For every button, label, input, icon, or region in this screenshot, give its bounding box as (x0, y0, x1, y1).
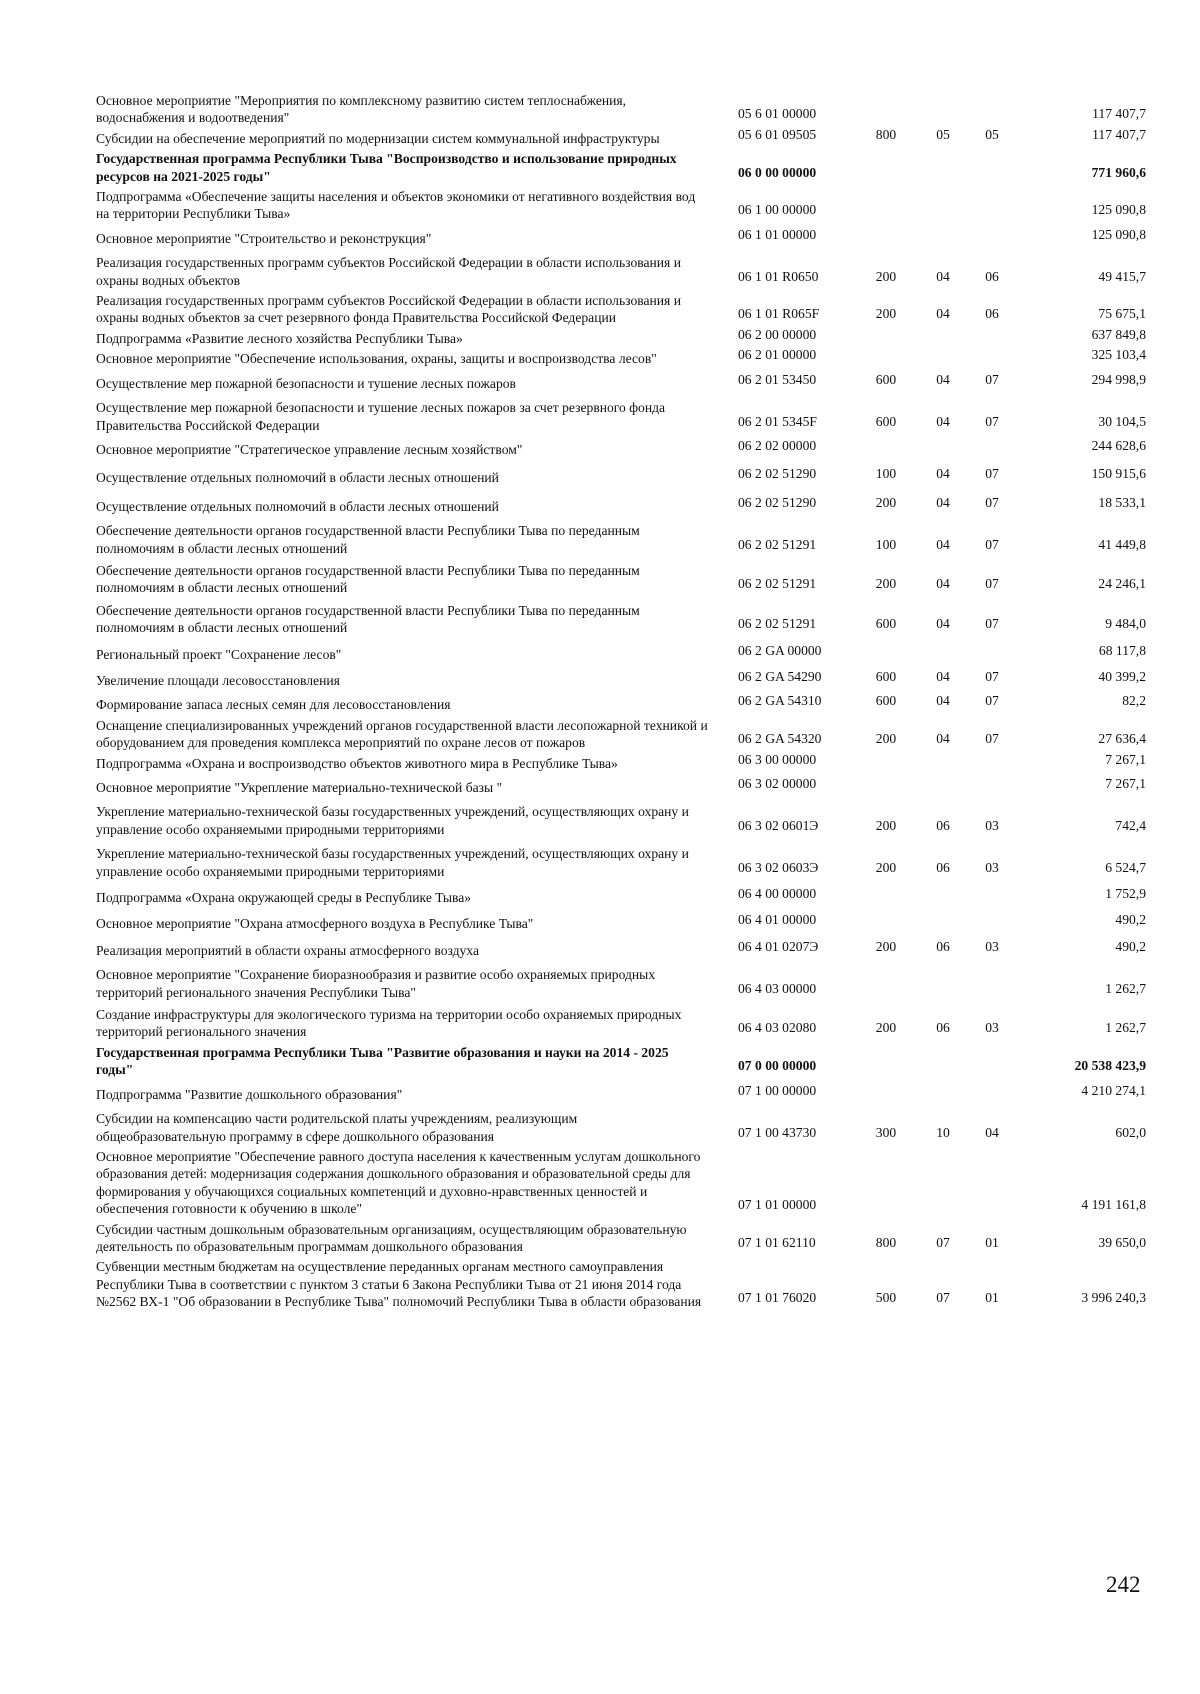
row-code: 07 1 01 00000 (738, 1197, 817, 1213)
row-code: 07 0 00 00000 (738, 1058, 817, 1074)
row-expense-type (866, 219, 906, 221)
row-code: 06 2 02 00000 (738, 437, 817, 453)
row-code: 06 2 02 51290 (738, 494, 817, 510)
row-expense-type: 600 (875, 371, 897, 387)
row-code: 06 2 01 5345F (738, 413, 817, 429)
row-section: 04 (936, 268, 950, 284)
row-code: 06 4 00 00000 (738, 886, 817, 902)
row-subsection: 07 (985, 693, 999, 709)
row-expense-type (866, 343, 906, 345)
row-name: Субвенции местным бюджетам на осуществление переданных органам местного самоуправления Республики Тыва в соответствии с пунктом 3 статьи 6 Закона Республики Тыва от 21 июня 2014 года №2562 ВХ-1 "Об образовании в Республике Тыва" полномочий Республики Тыва в области образования (96, 1259, 702, 1310)
row-expense-type (866, 929, 906, 931)
table-row (96, 1083, 1146, 1103)
row-subsection: 06 (985, 268, 999, 284)
row-expense-type: 200 (875, 268, 897, 284)
row-expense-type: 200 (875, 938, 897, 954)
row-expense-type: 500 (875, 1290, 897, 1306)
row-section: 06 (936, 938, 950, 954)
row-name: Осуществление мер пожарной безопасности и тушение лесных пожаров (96, 375, 516, 391)
row-subsection (972, 1075, 1012, 1077)
row-code: 06 0 00 00000 (738, 164, 817, 180)
table-row (96, 495, 1146, 515)
row-subsection: 07 (985, 536, 999, 552)
table-row (96, 599, 1146, 637)
row-code: 06 3 00 00000 (738, 751, 817, 767)
row-subsection (972, 768, 1012, 770)
row-subsection: 07 (985, 413, 999, 429)
row-amount: 3 996 240,3 (1081, 1290, 1146, 1306)
row-subsection (972, 343, 1012, 345)
row-section: 04 (936, 731, 950, 747)
table-row (96, 669, 1146, 689)
row-code: 07 1 00 00000 (738, 1082, 817, 1098)
table-row (96, 800, 1146, 838)
table-row (96, 886, 1146, 906)
row-section: 04 (936, 536, 950, 552)
row-subsection (972, 1099, 1012, 1101)
row-section (923, 997, 963, 999)
row-subsection: 07 (985, 466, 999, 482)
row-code: 06 2 GA 54320 (738, 731, 822, 747)
table-row (96, 1218, 1146, 1256)
row-code: 06 3 02 00000 (738, 776, 817, 791)
row-expense-type (866, 997, 906, 999)
row-section: 04 (936, 413, 950, 429)
row-subsection (972, 792, 1012, 794)
table-row (96, 776, 1146, 796)
row-subsection: 03 (985, 859, 999, 875)
row-amount: 117 407,7 (1092, 106, 1146, 122)
row-subsection: 01 (985, 1290, 999, 1306)
table-row (96, 347, 1146, 367)
row-expense-type: 200 (875, 494, 897, 510)
row-name: Формирование запаса лесных семян для лесовосстановления (96, 697, 451, 713)
row-section: 07 (936, 1234, 950, 1250)
row-expense-type: 800 (875, 1234, 897, 1250)
budget-table (96, 89, 1146, 1311)
row-code: 06 4 03 00000 (738, 980, 817, 996)
row-section: 10 (936, 1124, 950, 1140)
row-amount: 637 849,8 (1091, 326, 1146, 342)
row-expense-type: 200 (875, 576, 897, 592)
row-section (923, 219, 963, 221)
row-expense-type (866, 659, 906, 661)
row-name: Основное мероприятие "Охрана атмосферного воздуха в Республике Тыва" (96, 916, 534, 932)
row-name: Основное мероприятие "Стратегическое управление лесным хозяйством" (96, 441, 523, 457)
row-code: 07 1 01 76020 (738, 1290, 817, 1306)
row-code: 06 4 01 0207Э (738, 938, 819, 954)
row-amount: 6 524,7 (1105, 859, 1146, 875)
row-subsection (972, 1214, 1012, 1216)
row-subsection (972, 364, 1012, 366)
table-row (96, 714, 1146, 752)
row-section (923, 1075, 963, 1077)
row-section: 04 (936, 466, 950, 482)
row-section (923, 243, 963, 245)
row-code: 06 1 00 00000 (738, 202, 817, 218)
row-name: Основное мероприятие "Обеспечение использования, охраны, защиты и воспроизводства лесов" (96, 351, 657, 367)
table-row (96, 1107, 1146, 1145)
row-subsection: 05 (985, 126, 999, 142)
row-section: 04 (936, 371, 950, 387)
row-subsection: 07 (985, 668, 999, 684)
table-row (96, 89, 1146, 127)
row-expense-type (866, 454, 906, 456)
row-subsection: 07 (985, 576, 999, 592)
row-section: 06 (936, 817, 950, 833)
row-subsection: 07 (985, 616, 999, 632)
row-amount: 7 267,1 (1105, 751, 1146, 767)
row-code: 06 2 02 51291 (738, 616, 817, 632)
row-subsection: 03 (985, 1020, 999, 1036)
row-name: Осуществление отдельных полномочий в области лесных отношений (96, 470, 499, 486)
row-amount: 20 538 423,9 (1074, 1058, 1146, 1074)
row-code: 06 2 02 51291 (738, 536, 817, 552)
row-subsection (972, 997, 1012, 999)
row-name: Государственная программа Республики Тыва "Развитие образования и науки на 2014 - 2025 годы" (96, 1044, 669, 1078)
row-amount: 150 915,6 (1091, 466, 1146, 482)
row-subsection (972, 243, 1012, 245)
row-amount: 40 399,2 (1098, 668, 1146, 684)
row-code: 06 2 GA 54310 (738, 693, 822, 709)
row-name: Оснащение специализированных учреждений органов государственной власти лесопожарной техникой и оборудованием для проведения комплекса мероприятий по охране лесов от пожаров (96, 717, 708, 751)
row-code: 06 2 GA 00000 (738, 642, 822, 658)
table-row (96, 289, 1146, 327)
row-code: 07 1 00 43730 (738, 1124, 817, 1140)
row-section (923, 1214, 963, 1216)
row-name: Подпрограмма "Развитие дошкольного образования" (96, 1086, 403, 1102)
row-section (923, 123, 963, 125)
row-expense-type (866, 902, 906, 904)
row-section (923, 659, 963, 661)
row-code: 06 3 02 0603Э (738, 859, 819, 875)
row-expense-type: 100 (875, 536, 897, 552)
row-expense-type: 100 (875, 466, 897, 482)
table-row (96, 939, 1146, 959)
row-code: 06 1 01 R065F (738, 306, 820, 322)
row-name: Реализация государственных программ субъектов Российской Федерации в области использования и охраны водных объектов за счет резервного фонда Правительства Российской Федерации (96, 293, 681, 326)
row-name: Реализация государственных программ субъектов Российской Федерации в области использования и охраны водных объектов (96, 255, 681, 288)
row-name: Обеспечение деятельности органов государственной власти Республики Тыва по переданным полномочиям в области лесных отношений (96, 602, 640, 636)
row-amount: 1 262,7 (1105, 1020, 1146, 1036)
row-name: Укрепление материально-технической базы государственных учреждений, осуществляющих охрану и управление особо охраняемыми природными территориями (96, 846, 689, 879)
row-expense-type: 200 (875, 306, 897, 322)
row-code: 07 1 01 62110 (738, 1234, 816, 1250)
row-name: Обеспечение деятельности органов государственной власти Республики Тыва по переданным полномочиям в области лесных отношений (96, 562, 640, 596)
row-name: Обеспечение деятельности органов государственной власти Республики Тыва по переданным полномочиям в области лесных отношений (96, 523, 640, 556)
row-amount: 30 104,5 (1098, 413, 1146, 429)
table-row (96, 643, 1146, 663)
row-subsection (972, 454, 1012, 456)
table-row (96, 372, 1146, 392)
row-section: 05 (936, 126, 950, 142)
row-name: Основное мероприятие "Укрепление материально-технической базы " (96, 780, 503, 795)
row-amount: 294 998,9 (1091, 371, 1146, 387)
row-subsection (972, 181, 1012, 183)
row-name: Субсидии на обеспечение мероприятий по модернизации систем коммунальной инфраструктуры (96, 130, 660, 146)
row-subsection: 07 (985, 371, 999, 387)
row-expense-type: 600 (875, 616, 897, 632)
row-section: 04 (936, 576, 950, 592)
row-section: 04 (936, 668, 950, 684)
row-amount: 602,0 (1115, 1124, 1146, 1140)
row-subsection (972, 902, 1012, 904)
row-amount: 49 415,7 (1098, 268, 1146, 284)
row-expense-type: 300 (875, 1124, 897, 1140)
table-row (96, 1003, 1146, 1041)
row-section (923, 454, 963, 456)
row-expense-type (866, 181, 906, 183)
row-expense-type (866, 768, 906, 770)
row-expense-type (866, 123, 906, 125)
row-amount: 39 650,0 (1098, 1234, 1146, 1250)
row-expense-type (866, 243, 906, 245)
row-code: 06 1 01 R0650 (738, 268, 819, 284)
row-code: 06 2 02 51290 (738, 466, 817, 482)
row-name: Подпрограмма «Развитие лесного хозяйства Республики Тыва» (96, 330, 463, 346)
table-row (96, 251, 1146, 289)
row-name: Основное мероприятие "Строительство и реконструкция" (96, 230, 432, 246)
row-amount: 125 090,8 (1091, 226, 1146, 242)
row-amount: 1 262,7 (1105, 980, 1146, 996)
row-name: Осуществление отдельных полномочий в области лесных отношений (96, 498, 499, 514)
row-name: Осуществление мер пожарной безопасности и тушение лесных пожаров за счет резервного фонда Правительства Российской Федерации (96, 400, 666, 433)
row-code: 06 2 00 00000 (738, 326, 817, 342)
table-row (96, 693, 1146, 713)
row-subsection: 03 (985, 817, 999, 833)
table-row (96, 227, 1146, 247)
row-section: 06 (936, 859, 950, 875)
row-name: Реализация мероприятий в области охраны атмосферного воздуха (96, 942, 479, 958)
row-expense-type (866, 1075, 906, 1077)
row-amount: 27 636,4 (1098, 731, 1146, 747)
row-name: Субсидии на компенсацию части родительской платы учреждениям, реализующим общеобразовательную программу в сфере дошкольного образования (96, 1111, 578, 1144)
row-code: 06 2 01 53450 (738, 371, 817, 387)
row-code: 06 2 GA 54290 (738, 668, 822, 684)
row-name: Создание инфраструктуры для экологического туризма на территории особо охраняемых природных территорий регионального значения (96, 1007, 682, 1040)
row-section (923, 181, 963, 183)
row-amount: 82,2 (1122, 693, 1146, 709)
row-name: Государственная программа Республики Тыва "Воспроизводство и использование природных ресурсов на 2021-2025 годы" (96, 151, 677, 184)
table-row (96, 519, 1146, 557)
page-number: 242 (1106, 1572, 1141, 1597)
row-section (923, 929, 963, 931)
row-subsection: 01 (985, 1234, 999, 1250)
row-expense-type (866, 364, 906, 366)
row-section: 04 (936, 616, 950, 632)
row-name: Основное мероприятие "Обеспечение равного доступа населения к качественным услугам дошкольного образования детей: модернизация содержания дошкольного образования и образовательной среды для формирования у обучающихся социальных компетенций и духовно-нравственных ценностей и обеспечения готовности к обучению в школе" (96, 1148, 701, 1217)
table-row (96, 912, 1146, 932)
row-amount: 75 675,1 (1098, 306, 1146, 322)
row-expense-type: 600 (875, 693, 897, 709)
row-amount: 68 117,8 (1098, 642, 1146, 658)
row-code: 06 4 03 02080 (738, 1020, 817, 1036)
row-expense-type (866, 1214, 906, 1216)
table-row (96, 466, 1146, 486)
table-row (96, 396, 1146, 434)
row-section (923, 364, 963, 366)
row-name: Региональный проект "Сохранение лесов" (96, 646, 342, 662)
row-amount: 4 210 274,1 (1081, 1082, 1146, 1098)
row-name: Субсидии частным дошкольным образовательным организациям, осуществляющим образовательную деятельность по образовательным программам дошкольного образования (96, 1221, 687, 1254)
row-section: 04 (936, 306, 950, 322)
row-name: Подпрограмма «Обеспечение защиты населения и объектов экономики от негативного воздействия вод на территории Республики Тыва» (96, 189, 696, 222)
table-row (96, 559, 1146, 597)
row-name: Увеличение площади лесовосстановления (96, 672, 340, 688)
row-section: 04 (936, 494, 950, 510)
row-name: Основное мероприятие "Мероприятия по комплексному развитию систем теплоснабжения, водоснабжения и водоотведения" (96, 93, 627, 126)
row-name: Основное мероприятие "Сохранение биоразнообразия и развитие особо охраняемых природных территорий регионального значения Республики Тыва" (96, 967, 656, 1000)
row-expense-type: 600 (875, 668, 897, 684)
row-amount: 7 267,1 (1105, 776, 1146, 791)
table-row (96, 147, 1146, 185)
row-subsection: 04 (985, 1124, 999, 1140)
row-section (923, 343, 963, 345)
row-expense-type: 800 (875, 126, 897, 142)
table-row (96, 1145, 1146, 1218)
row-section (923, 902, 963, 904)
row-amount: 18 533,1 (1098, 494, 1146, 510)
row-expense-type (866, 1099, 906, 1101)
row-amount: 325 103,4 (1091, 347, 1146, 363)
row-amount: 4 191 161,8 (1081, 1197, 1146, 1213)
row-amount: 771 960,6 (1091, 164, 1146, 180)
row-amount: 117 407,7 (1092, 126, 1146, 142)
row-code: 05 6 01 09505 (738, 126, 817, 142)
row-expense-type: 200 (875, 817, 897, 833)
row-amount: 9 484,0 (1105, 616, 1146, 632)
row-subsection: 03 (985, 938, 999, 954)
row-amount: 41 449,8 (1098, 536, 1146, 552)
row-section (923, 1099, 963, 1101)
table-row (96, 963, 1146, 1001)
row-amount: 24 246,1 (1098, 576, 1146, 592)
table-row (96, 1255, 1146, 1310)
row-amount: 490,2 (1115, 938, 1146, 954)
row-code: 05 6 01 00000 (738, 106, 817, 122)
row-name: Подпрограмма «Охрана и воспроизводство объектов животного мира в Республике Тыва» (96, 755, 618, 771)
row-code: 06 1 01 00000 (738, 226, 817, 242)
row-amount: 490,2 (1115, 912, 1146, 928)
table-row (96, 185, 1146, 223)
row-expense-type: 200 (875, 859, 897, 875)
row-subsection: 06 (985, 306, 999, 322)
row-subsection (972, 929, 1012, 931)
row-subsection (972, 659, 1012, 661)
row-expense-type: 600 (875, 413, 897, 429)
row-code: 06 2 01 00000 (738, 347, 817, 363)
row-expense-type: 200 (875, 731, 897, 747)
row-code: 06 2 02 51291 (738, 576, 817, 592)
row-subsection (972, 219, 1012, 221)
row-name: Укрепление материально-технической базы государственных учреждений, осуществляющих охрану и управление особо охраняемыми природными территориями (96, 804, 689, 837)
row-section (923, 768, 963, 770)
row-amount: 244 628,6 (1091, 437, 1146, 453)
row-amount: 1 752,9 (1105, 886, 1146, 902)
row-section: 04 (936, 693, 950, 709)
table-row (96, 842, 1146, 880)
row-amount: 125 090,8 (1091, 202, 1146, 218)
row-expense-type (866, 792, 906, 794)
table-row (96, 327, 1146, 347)
row-code: 06 4 01 00000 (738, 912, 817, 928)
row-section (923, 792, 963, 794)
table-row (96, 1041, 1146, 1079)
row-section: 07 (936, 1290, 950, 1306)
row-subsection: 07 (985, 731, 999, 747)
row-subsection: 07 (985, 494, 999, 510)
row-code: 06 3 02 0601Э (738, 817, 819, 833)
table-row (96, 438, 1146, 458)
row-name: Подпрограмма «Охрана окружающей среды в Республике Тыва» (96, 890, 472, 906)
row-expense-type: 200 (875, 1020, 897, 1036)
row-subsection (972, 123, 1012, 125)
table-row (96, 752, 1146, 772)
row-amount: 742,4 (1115, 817, 1146, 833)
row-section: 06 (936, 1020, 950, 1036)
table-row (96, 127, 1146, 147)
